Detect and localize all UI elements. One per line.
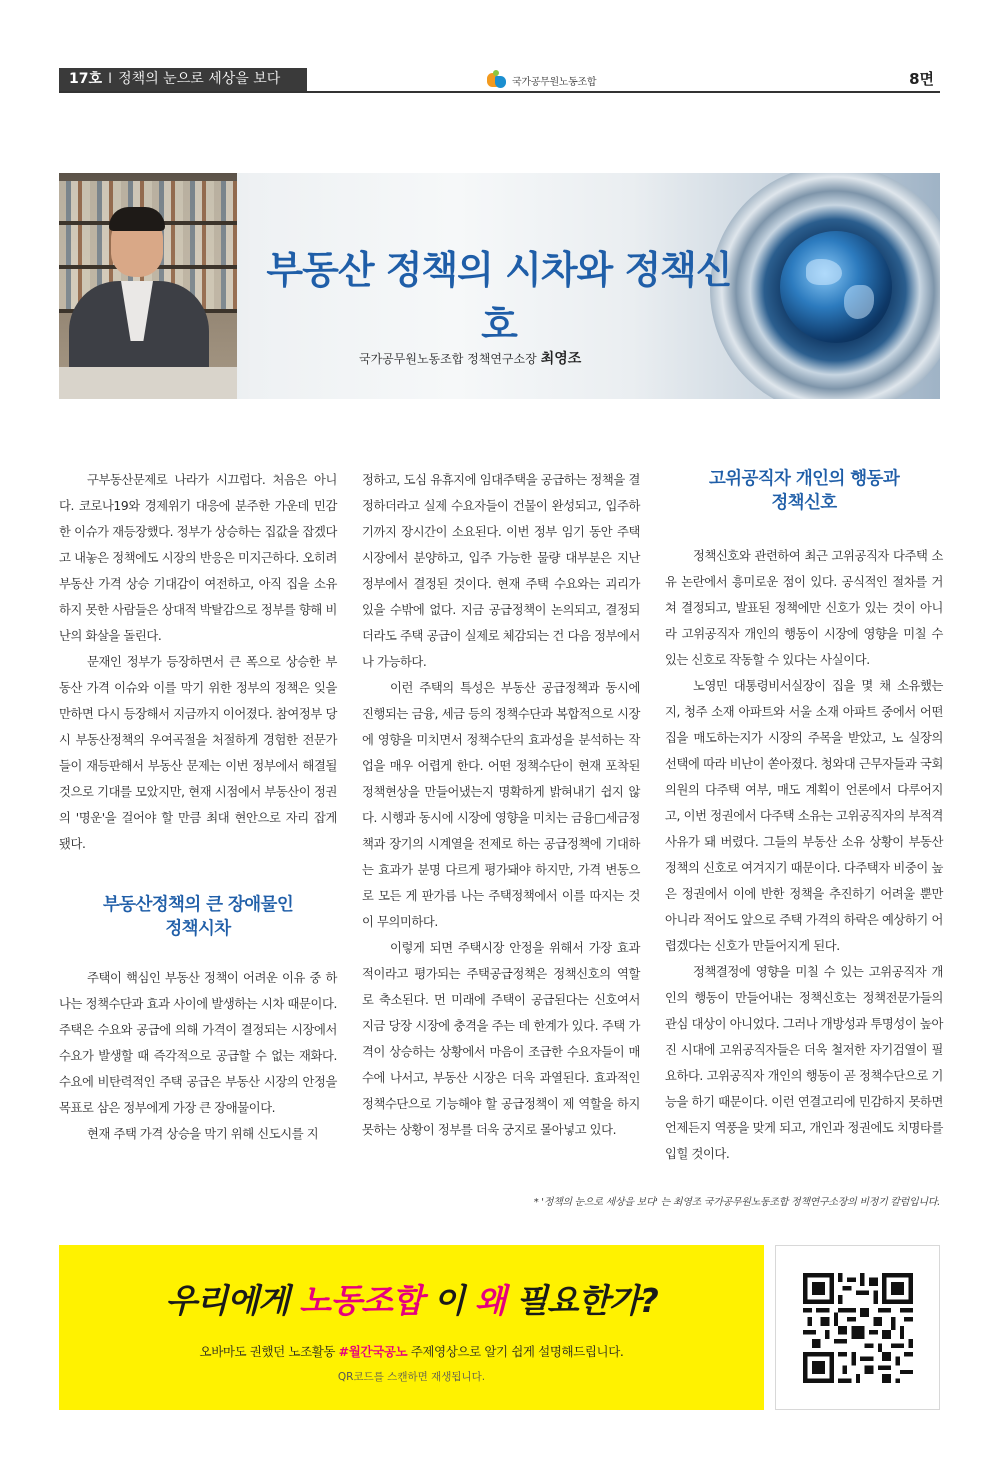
article-column-2 — [362, 467, 640, 1143]
issue-label — [59, 68, 307, 91]
paragraph: 주택이 핵심인 부동산 정책이 어려운 이유 중 하나는 정책수단과 효과 사이에 발생하는 시차 때문이다. 주택은 수요와 공급에 의해 가격이 결정되는 시장에서 수요가 발생할 때 즉각적으로 공급할 수 없는 재화다. 수요에 비탄력적인 주택 공급은 부동산 시장의 안정을 목표로 삼은 정부에게 가장 큰 장애물이다. — [59, 971, 337, 1115]
globe-image — [780, 231, 892, 343]
author-name: 최영조 — [540, 351, 582, 367]
union-logo — [487, 70, 596, 90]
qr-code-box[interactable] — [775, 1245, 940, 1410]
paragraph: 문재인 정부가 등장하면서 큰 폭으로 상승한 부동산 가격 이슈와 이를 막기 위한 정부의 정책은 잊을만하면 다시 등장해서 지금까지 이어졌다. 참여정부 당시 부동산정책의 우여곡절을 처절하게 경험한 전문가들이 재등판해서 부동산 문제는 이번 정부에서 해결될 것으로 기대를 모았지만, 현재 시점에서 부동산이 정권의 '명운'을 걸어야 할 만큼 최대 현안으로 자리 잡게 됐다. — [59, 655, 337, 851]
issue-number: 17호 — [69, 71, 103, 87]
ad-subtext — [59, 1342, 764, 1360]
ad-subtext-part: 주제영상으로 알기 쉽게 설명해드립니다. — [407, 1344, 624, 1359]
ad-qr-instruction: QR코드를 스캔하면 재생됩니다. — [337, 1371, 486, 1383]
article-banner — [59, 173, 940, 399]
paragraph: 정책결정에 영향을 미칠 수 있는 고위공직자 개인의 행동이 만들어내는 정책신호는 정책전문가들의 관심 대상이 아니었다. 그러나 개방성과 투명성이 높아진 시대에 고위공직자들은 더욱 철저한 자기검열이 필요하다. 고위공직자 개인의 행동이 곧 정책수단으로 기능을 하기 때문이다. 이런 연결고리에 민감하지 못하면 언제든지 역풍을 맞게 되고, 개인과 정권에도 치명타를 입힐 것이다. — [665, 965, 943, 1161]
ad-headline-text: 이 — [422, 1281, 475, 1320]
section-heading-line: 부동산정책의 큰 장애물인 — [102, 895, 294, 915]
article-column-1 — [59, 467, 337, 1147]
ad-subtext-part: 오바마도 권했던 노조활동 — [199, 1344, 339, 1359]
article-column-3 — [665, 467, 943, 1167]
section-heading-line: 정책신호 — [771, 493, 837, 513]
section-heading — [665, 467, 943, 515]
ad-hashtag: #월간국공노 — [338, 1344, 408, 1359]
section-title: 정책의 눈으로 세상을 보다 — [118, 71, 281, 87]
ad-headline — [59, 1275, 764, 1322]
paragraph: 정책신호와 관련하여 최근 고위공직자 다주택 소유 논란에서 흥미로운 점이 있다. 공식적인 절차를 거쳐 결정되고, 발표된 정책에만 신호가 있는 것이 아니라 고위공직자 개인의 행동이 시장에 영향을 미칠 수 있는 신호로 작동할 수 있다는 사실이다. — [665, 549, 943, 667]
paragraph: 노영민 대통령비서실장이 집을 몇 채 소유했는지, 청주 소재 아파트와 서울 소재 아파트 중에서 어떤 집을 매도하는지가 시장의 주목을 받았고, 노 실장의 선택에 따라 비난이 쏟아졌다. 청와대 근무자들과 국회의원의 다주택 여부, 매도 계획이 언론에서 다루어지고, 이번 정권에서 다주택 소유는 고위공직자의 부적격 사유가 돼 버렸다. 그들의 부동산 소유 상황이 부동산 정책의 신호로 여겨지기 때문이다. 다주택자 비중이 높은 정권에서 이에 반한 정책을 추진하기 어려울 뿐만 아니라 적어도 앞으로 주택 가격의 하락은 예상하기 어렵겠다는 신호가 만들어지게 된다. — [665, 679, 943, 953]
paragraph: 구부동산문제로 나라가 시끄럽다. 처음은 아니다. 코로나19와 경제위기 대응에 분주한 가운데 민감한 이슈가 재등장했다. 정부가 상승하는 집값을 잡겠다고 내놓은 정책에도 시장의 반응은 미지근하다. 오히려 부동산 가격 상승 기대감이 여전하고, 아직 집을 소유하지 못한 사람들은 상대적 박탈감으로 정부를 향해 비난의 화살을 돌린다. — [59, 473, 337, 643]
issue-separator: I — [108, 71, 113, 87]
paragraph: 정하고, 도심 유휴지에 임대주택을 공급하는 정책을 결정하더라고 실제 수요자들이 건물이 완성되고, 입주하기까지 장시간이 소요된다. 이번 정부 임기 동안 주택시장에서 분양하고, 입주 가능한 물량 대부분은 지난 정부에서 결정된 것이다. 현재 주택 수요와는 괴리가 있을 수밖에 없다. 지금 공급정책이 논의되고, 결정되더라도 주택 공급이 실제로 체감되는 건 다음 정부에서나 가능하다. — [362, 473, 640, 669]
page-number: 8면 — [909, 70, 934, 88]
ad-headline-text: 필요한가? — [505, 1281, 658, 1320]
union-video-ad — [59, 1245, 764, 1410]
section-heading-line: 고위공직자 개인의 행동과 — [708, 469, 900, 489]
page-header — [59, 68, 940, 93]
ad-headline-highlight: 왜 — [474, 1281, 506, 1320]
paragraph: 현재 주택 가격 상승을 막기 위해 신도시를 지 — [87, 1127, 319, 1141]
section-heading — [59, 893, 337, 941]
union-logo-icon — [487, 70, 507, 90]
article-title: 부동산 정책의 시차와 정책신호 — [266, 247, 732, 347]
paragraph: 이렇게 되면 주택시장 안정을 위해서 가장 효과적이라고 평가되는 주택공급정책은 정책신호의 역할로 축소된다. 먼 미래에 주택이 공급된다는 신호여서 지금 당장 시장에 충격을 주는 데 한계가 있다. 주택 가격이 상승하는 상황에서 마음이 조급한 수요자들이 매수에 나서고, 부동산 시장은 더욱 과열된다. 효과적인 정책수단으로 기능해야 할 공급정책이 제 역할을 하지 못하는 상황이 정부를 더욱 궁지로 몰아넣고 있다. — [362, 941, 640, 1137]
ad-headline-highlight: 노동조합 — [299, 1281, 423, 1320]
ad-headline-text: 우리에게 — [165, 1281, 300, 1320]
author-role: 국가공무원노동조합 정책연구소장 — [359, 352, 537, 366]
article-byline — [359, 348, 581, 368]
paragraph: 이런 주택의 특성은 부동산 공급정책과 동시에 진행되는 금융, 세금 등의 정책수단과 복합적으로 시장에 영향을 미치면서 정책수단의 효과성을 분석하는 작업을 매우 어렵게 한다. 어떤 정책수단이 현재 포착된 정책현상을 만들어냈는지 명확하게 밝혀내기 쉽지 않다. 시행과 동시에 시장에 영향을 미치는 금융□세금정책과 장기의 시계열을 전제로 하는 공급정책에 기대하는 효과가 분명 다르게 평가돼야 하지만, 가격 변동으로 모든 게 판가름 나는 주택정책에서 이를 따지는 것이 무의미하다. — [362, 681, 640, 929]
column-footnote: * '정책의 눈으로 세상을 보다' 는 최영조 국가공무원노동조합 정책연구소장의 비정기 칼럼입니다. — [533, 1197, 940, 1208]
logo-text: 국가공무원노동조합 — [512, 76, 597, 88]
author-photo — [59, 173, 237, 399]
qr-code-icon[interactable] — [803, 1273, 913, 1383]
section-heading-line: 정책시차 — [165, 919, 231, 939]
